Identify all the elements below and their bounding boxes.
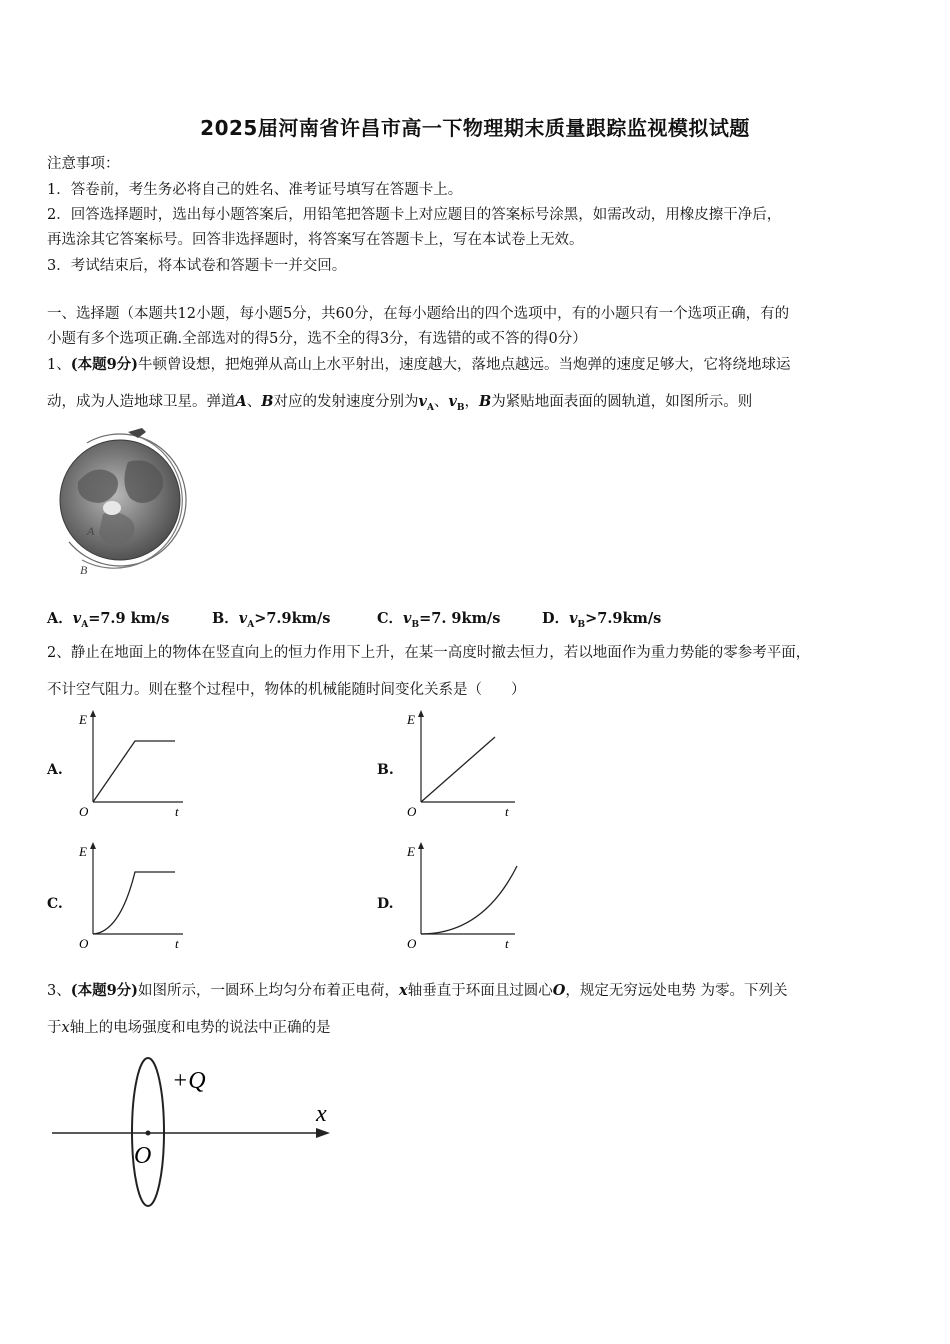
- y-label: E: [79, 844, 87, 859]
- option-var: v: [72, 610, 82, 627]
- option-letter: B．: [212, 610, 239, 627]
- axis-label-x: x: [316, 1101, 327, 1127]
- y-axis-arrow: [90, 842, 96, 849]
- q2-graph-c: [75, 838, 190, 953]
- q1-text-2b: 对应的发射速度分别为: [273, 394, 419, 410]
- option-letter: A．: [47, 610, 73, 627]
- origin-label: O: [79, 936, 89, 951]
- energy-curve: [93, 872, 175, 934]
- q1-option-c[interactable]: [377, 607, 500, 630]
- x-label: t: [175, 804, 179, 819]
- y-label: E: [407, 844, 415, 859]
- q3-text-1a: 如图所示，一圆环上均匀分布着正电荷，: [138, 983, 400, 999]
- x-label: t: [175, 936, 179, 951]
- notice-heading: 注意事项：: [47, 156, 120, 172]
- q2-option-c-label[interactable]: C.: [47, 896, 63, 912]
- x-label: t: [505, 804, 509, 819]
- q3-line-2: [47, 1016, 331, 1037]
- origin-label: O: [407, 804, 417, 819]
- trajectory-label-B: B: [80, 563, 88, 577]
- q3-text-1b: 轴垂直于环面且过圆心: [407, 983, 553, 999]
- q3-text-1c: ，规定无穷远处电势 为零。下列关: [565, 983, 788, 999]
- y-label: E: [79, 712, 87, 727]
- q1-option-b[interactable]: [212, 607, 330, 630]
- q1-sep-2: 、: [433, 394, 449, 410]
- q2-line-1: 2、静止在地面上的物体在竖直向上的恒力作用下上升，在某一高度时撤去恒力，若以地面作为重力势能的零参考平面，: [47, 645, 811, 661]
- earth-light-patch: [103, 501, 121, 515]
- section-intro-line-1: 一、选择题（本题共12小题，每小题5分，共60分，在每小题给出的四个选项中，有的小题只有一个选项正确，有的: [47, 306, 790, 322]
- option-var: v: [238, 610, 248, 627]
- q3-score: (本题9分): [70, 982, 139, 999]
- q1-sep: 、: [246, 394, 262, 410]
- q1-line-1: [47, 353, 791, 374]
- page-title: 2025届河南省许昌市高一下物理期末质量跟踪监视模拟试题: [200, 116, 750, 140]
- q1-var-B: B: [261, 393, 274, 410]
- q3-text-2a: 于: [47, 1020, 62, 1036]
- mountain-cannon: [128, 428, 146, 438]
- energy-curve: [93, 741, 175, 802]
- q3-var-x: x: [399, 982, 408, 999]
- q1-var-A: A: [235, 393, 247, 410]
- energy-curve: [421, 737, 495, 802]
- energy-curve: [421, 866, 517, 934]
- y-label: E: [407, 712, 415, 727]
- option-value: =7.9 km/s: [88, 610, 170, 627]
- option-var: v: [403, 610, 412, 627]
- q1-score: (本题9分): [70, 356, 139, 373]
- q1-line-2: [47, 390, 752, 413]
- section-intro-line-2: 小题有多个选项正确.全部选对的得5分，选不全的得3分，有选错的或不答的得0分）: [47, 331, 587, 347]
- option-sub: B: [411, 619, 420, 630]
- origin-label-O: O: [134, 1143, 152, 1169]
- q1-text-2a: 动，成为人造地球卫星。弹道: [47, 394, 236, 410]
- notice-line-2a: 2．回答选择题时，选出每小题答案后，用铅笔把答题卡上对应题目的答案标号涂黑，如需改动，用橡皮擦干净后，: [47, 207, 782, 223]
- option-value: =7. 9km/s: [419, 610, 501, 627]
- q1-earth-figure: [48, 422, 193, 580]
- q3-text-2b: 轴上的电场强度和电势的说法中正确的是: [69, 1020, 331, 1036]
- option-value: >7.9km/s: [254, 610, 331, 627]
- q1-sub-b: B: [456, 402, 465, 413]
- q3-var-x-2: x: [61, 1020, 70, 1036]
- option-letter: D．: [542, 610, 570, 627]
- origin-label: O: [79, 804, 89, 819]
- q2-option-d-label[interactable]: D.: [377, 896, 394, 912]
- q1-text-2c: 为紧贴地面表面的圆轨道，如图所示。则: [491, 394, 753, 410]
- q1-var-B-2: B: [479, 393, 492, 410]
- q3-ring-figure: [48, 1055, 348, 1215]
- q3-number: 3、: [47, 983, 71, 999]
- x-axis-arrow: [316, 1128, 330, 1138]
- origin-label: O: [407, 936, 417, 951]
- q1-option-a[interactable]: [47, 607, 169, 630]
- x-label: t: [505, 936, 509, 951]
- q2-graph-d: [403, 838, 523, 953]
- notice-line-2b: 再选涂其它答案标号。回答非选择题时，将答案写在答题卡上，写在本试卷上无效。: [47, 232, 584, 248]
- notice-line-1: 1．答卷前，考生务必将自己的姓名、准考证号填写在答题卡上。: [47, 182, 463, 198]
- q1-number: 1、: [47, 357, 71, 373]
- q2-graph-a: [75, 706, 190, 821]
- q2-line-2: 不计空气阻力。则在整个过程中，物体的机械能随时间变化关系是（ ）: [47, 682, 526, 698]
- q2-option-a-label[interactable]: A.: [47, 762, 63, 778]
- charge-label: +Q: [172, 1068, 206, 1094]
- q3-var-O: O: [552, 982, 566, 999]
- q2-graph-b: [403, 706, 523, 821]
- option-sub: B: [577, 619, 586, 630]
- y-axis-arrow: [418, 710, 424, 717]
- q2-option-b-label[interactable]: B.: [377, 762, 394, 778]
- q1-option-d[interactable]: [542, 607, 661, 630]
- q1-text-1: 牛顿曾设想，把炮弹从高山上水平射出，速度越大，落地点越远。当炮弹的速度足够大，它将绕地球运: [138, 357, 791, 373]
- q1-sub-a: A: [426, 402, 434, 413]
- option-var: v: [569, 610, 578, 627]
- option-sub: A: [81, 619, 89, 630]
- y-axis-arrow: [418, 842, 424, 849]
- option-value: >7.9km/s: [585, 610, 662, 627]
- option-letter: C．: [377, 610, 404, 627]
- q3-line-1: [47, 979, 787, 1000]
- q1-comma: ，: [464, 394, 479, 410]
- y-axis-arrow: [90, 710, 96, 717]
- ring-center-dot: [146, 1131, 151, 1136]
- trajectory-label-A: A: [87, 524, 95, 538]
- q1-v-a: v: [418, 393, 427, 410]
- notice-line-3: 3．考试结束后，将本试卷和答题卡一并交回。: [47, 258, 347, 274]
- option-sub: A: [247, 619, 255, 630]
- q1-v-b: v: [448, 393, 457, 410]
